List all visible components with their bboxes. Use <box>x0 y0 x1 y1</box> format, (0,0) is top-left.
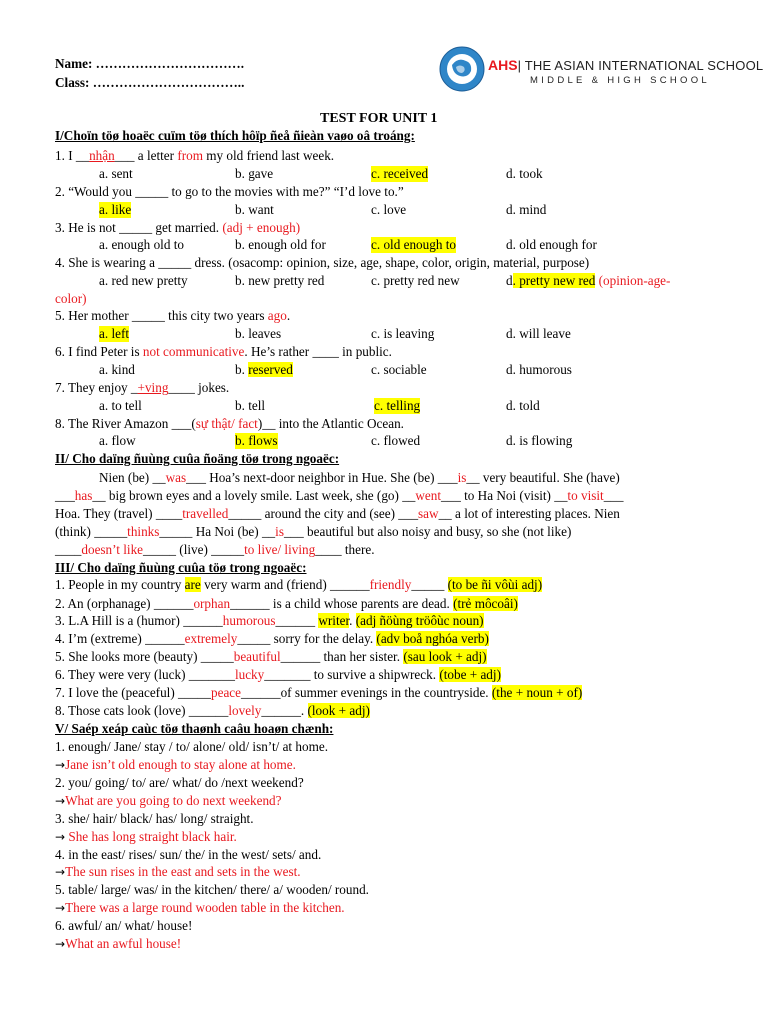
arrow-icon: → <box>55 830 66 844</box>
q1-option-c: c. received <box>371 166 429 181</box>
logo-ahs-text: AHS <box>488 57 518 73</box>
word-form-8: 8. Those cats look (love) ______lovely______. (look + adj) <box>55 703 370 718</box>
section1-heading: I/Choïn töø hoaëc cuïm töø thích hôïp ñeå ñieàn vaøo oâ troáng: <box>55 128 415 143</box>
logo-subtitle: MIDDLE & HIGH SCHOOL <box>530 75 711 86</box>
q6-option-c: c. sociable <box>371 362 427 377</box>
question-8: 8. The River Amazon ___(sự thật/ fact)__ into the Atlantic Ocean. <box>55 416 404 431</box>
reorder-question-5: 5. table/ large/ was/ in the kitchen/ there/ a/ wooden/ round. <box>55 882 369 897</box>
q5-option-b: b. leaves <box>235 326 282 341</box>
section2-line-1: Nien (be) __was___ Hoa’s next-door neighbor in Hue. She (be) ___is__ very beautiful. She (have) <box>99 470 620 485</box>
reorder-question-1: 1. enough/ Jane/ stay / to/ alone/ old/ isn’t/ at home. <box>55 739 328 754</box>
page-title: TEST FOR UNIT 1 <box>320 111 438 126</box>
arrow-icon: → <box>55 937 66 951</box>
reorder-question-2: 2. you/ going/ to/ are/ what/ do /next weekend? <box>55 775 304 790</box>
q6-option-b: b. reserved <box>235 362 293 377</box>
q5-option-d: d. will leave <box>506 326 571 341</box>
word-form-4: 4. I’m (extreme) ______extremely_____ sorry for the delay. (adv boå nghóa verb) <box>55 631 489 646</box>
question-7: 7. They enjoy _+ving____ jokes. <box>55 380 230 395</box>
section2-line-3: Hoa. They (travel) ____travelled_____ around the city and (see) ___saw__ a lot of interesting places. Nien <box>55 506 620 521</box>
q8-option-d: d. is flowing <box>506 433 573 448</box>
question-5: 5. Her mother _____ this city two years ago. <box>55 308 291 323</box>
word-form-6: 6. They were very (luck) _______lucky_______ to survive a shipwreck. (tobe + adj) <box>55 667 501 682</box>
question-2: 2. “Would you _____ to go to the movies with me?” “I’d love to.” <box>55 184 404 199</box>
q5-option-a: a. left <box>99 326 130 341</box>
section2-heading: II/ Cho daïng ñuùng cuûa ñoäng töø trong ngoaëc: <box>55 451 340 466</box>
arrow-icon: → <box>55 758 66 772</box>
q2-option-d: d. mind <box>506 202 547 217</box>
q7-option-d: d. told <box>506 398 540 413</box>
word-form-2: 2. An (orphanage) ______orphan______ is a child whose parents are dead. (trẻ môcoâi) <box>55 596 518 611</box>
q7-option-a: a. to tell <box>99 398 142 413</box>
arrow-icon: → <box>55 794 66 808</box>
reorder-answer-4: →The sun rises in the east and sets in the west. <box>55 864 301 879</box>
question-3: 3. He is not _____ get married. (adj + enough) <box>55 220 301 235</box>
q2-option-a: a. like <box>99 202 132 217</box>
reorder-answer-2: →What are you going to do next weekend? <box>55 793 282 808</box>
q7-option-c: c. telling <box>374 398 421 413</box>
question-1: 1. I __nhận___ a letter from my old friend last week. <box>55 148 335 163</box>
q2-option-b: b. want <box>235 202 274 217</box>
word-form-1: 1. People in my country are very warm and (friend) ______friendly_____ (to be ñi vôùi adj) <box>55 577 543 592</box>
class-line: Class: …………………………….. <box>55 75 245 90</box>
q2-option-c: c. love <box>371 202 407 217</box>
section3-heading: III/ Cho daïng ñuùng cuûa töø trong ngoaëc: <box>55 560 307 575</box>
q4-option-a: a. red new pretty <box>99 273 188 288</box>
reorder-question-4: 4. in the east/ rises/ sun/ the/ in the west/ sets/ and. <box>55 847 322 862</box>
word-form-5: 5. She looks more (beauty) _____beautiful______ than her sister. (sau look + adj) <box>55 649 487 664</box>
q8-option-a: a. flow <box>99 433 136 448</box>
school-logo <box>438 45 764 95</box>
name-line: Name: ……………………………. <box>55 56 245 71</box>
arrow-icon: → <box>55 865 66 879</box>
reorder-answer-3: → She has long straight black hair. <box>55 829 237 844</box>
q7-option-b: b. tell <box>235 398 266 413</box>
q6-option-d: d. humorous <box>506 362 572 377</box>
question-4: 4. She is wearing a _____ dress. (osacomp: opinion, size, age, shape, color, origin, material, purpose) <box>55 255 590 270</box>
section2-line-4: (think) _____thinks_____ Ha Noi (be) __is___ beautiful but also noisy and busy, so she (not like) <box>55 524 572 539</box>
q1-option-b: b. gave <box>235 166 274 181</box>
section2-line-2: ___has__ big brown eyes and a lovely smile. Last week, she (go) __went___ to Ha Noi (visit) __to visit___ <box>55 488 624 503</box>
section2-line-5: ____doesn’t like_____ (live) _____to live/ living____ there. <box>55 542 375 557</box>
q5-option-c: c. is leaving <box>371 326 435 341</box>
globe-icon <box>438 45 486 93</box>
reorder-question-3: 3. she/ hair/ black/ has/ long/ straight. <box>55 811 254 826</box>
q3-option-b: b. enough old for <box>235 237 326 252</box>
q3-option-c: c. old enough to <box>371 237 456 252</box>
word-form-3: 3. L.A Hill is a (humor) ______humorous______ writer. (adj ñöùng tröôùc noun) <box>55 613 484 628</box>
q8-option-c: c. flowed <box>371 433 421 448</box>
reorder-answer-6: →What an awful house! <box>55 936 182 951</box>
q4-option-d: d. pretty new red (opinion-age- <box>506 273 671 288</box>
q3-option-d: d. old enough for <box>506 237 597 252</box>
q1-option-d: d. took <box>506 166 543 181</box>
word-form-7: 7. I love the (peaceful) _____peace______of summer evenings in the countryside. (the + noun + of) <box>55 685 583 700</box>
q8-option-b: b. flows <box>235 433 278 448</box>
reorder-answer-1: →Jane isn’t old enough to stay alone at home. <box>55 757 296 772</box>
section5-heading: V/ Saép xeáp caùc töø thaønh caâu hoaøn chænh: <box>55 721 334 736</box>
arrow-icon: → <box>55 901 66 915</box>
q4-option-b: b. new pretty red <box>235 273 325 288</box>
q6-option-a: a. kind <box>99 362 135 377</box>
reorder-answer-5: →There was a large round wooden table in the kitchen. <box>55 900 345 915</box>
q1-option-a: a. sent <box>99 166 133 181</box>
reorder-question-6: 6. awful/ an/ what/ house! <box>55 918 193 933</box>
q4-note-continued: color) <box>55 291 87 306</box>
logo-school-name: | THE ASIAN INTERNATIONAL SCHOOL <box>517 58 764 73</box>
q3-option-a: a. enough old to <box>99 237 184 252</box>
question-6: 6. I find Peter is not communicative. He’s rather ____ in public. <box>55 344 392 359</box>
q4-option-c: c. pretty red new <box>371 273 460 288</box>
